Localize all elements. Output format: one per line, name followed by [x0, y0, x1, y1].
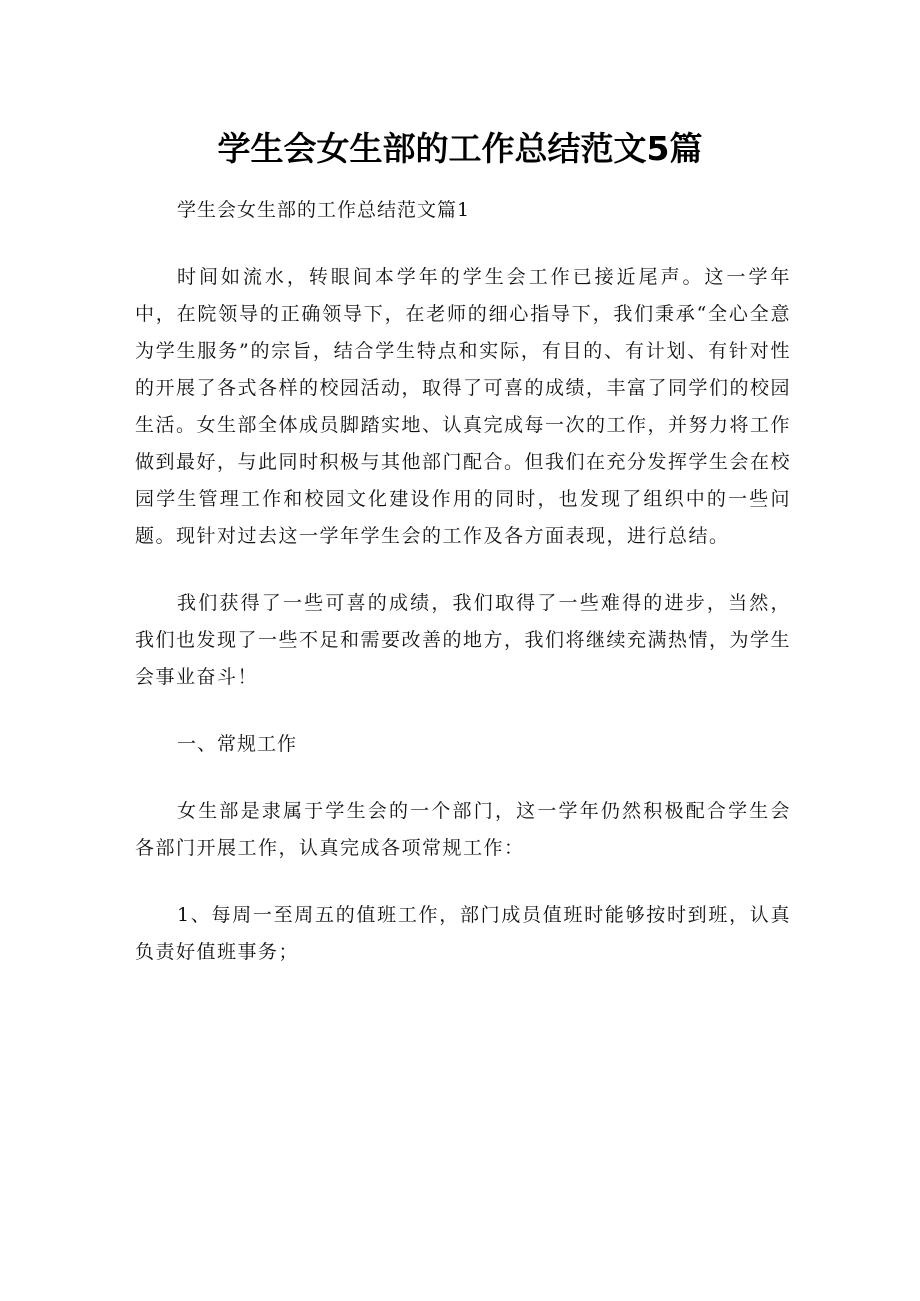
document-subtitle: 学生会女生部的工作总结范文篇1: [177, 199, 471, 221]
body-paragraph: 我们获得了一些可喜的成绩，我们取得了一些难得的进步，当然，我们也发现了一些不足和需要改善的地方，我们将继续充满热情，为学生会事业奋斗！: [135, 592, 792, 688]
document-body: [135, 192, 791, 1001]
section-paragraph: 女生部是隶属于学生会的一个部门，这一学年仍然积极配合学生会各部门开展工作，认真完成各项常规工作：: [135, 800, 791, 859]
section-list-item: 1、每周一至周五的值班工作，部门成员值班时能够按时到班，认真负责好值班事务；: [135, 904, 791, 963]
section-heading: 一、常规工作: [177, 733, 298, 755]
document-title: 学生会女生部的工作总结范文5篇: [217, 129, 703, 168]
body-paragraph: 时间如流水，转眼间本学年的学生会工作已接近尾声。这一学年中，在院领导的正确领导下，在老师的细心指导下，我们秉承“全心全意为学生服务”的宗旨，结合学生特点和实际，有目的、有计划、有针对性的开展了各式各样的校园活动，取得了可喜的成绩，丰富了同学们的校园生活。女生部全体成员脚踏实地、认真完成每一次的工作，并努力将工作做到最好，与此同时积极与其他部门配合。但我们在充分发挥学生会在校园学生管理工作和校园文化建设作用的同时，也发现了组织中的一些问题。现针对过去这一学年学生会的工作及各方面表现，进行总结。: [135, 266, 792, 547]
